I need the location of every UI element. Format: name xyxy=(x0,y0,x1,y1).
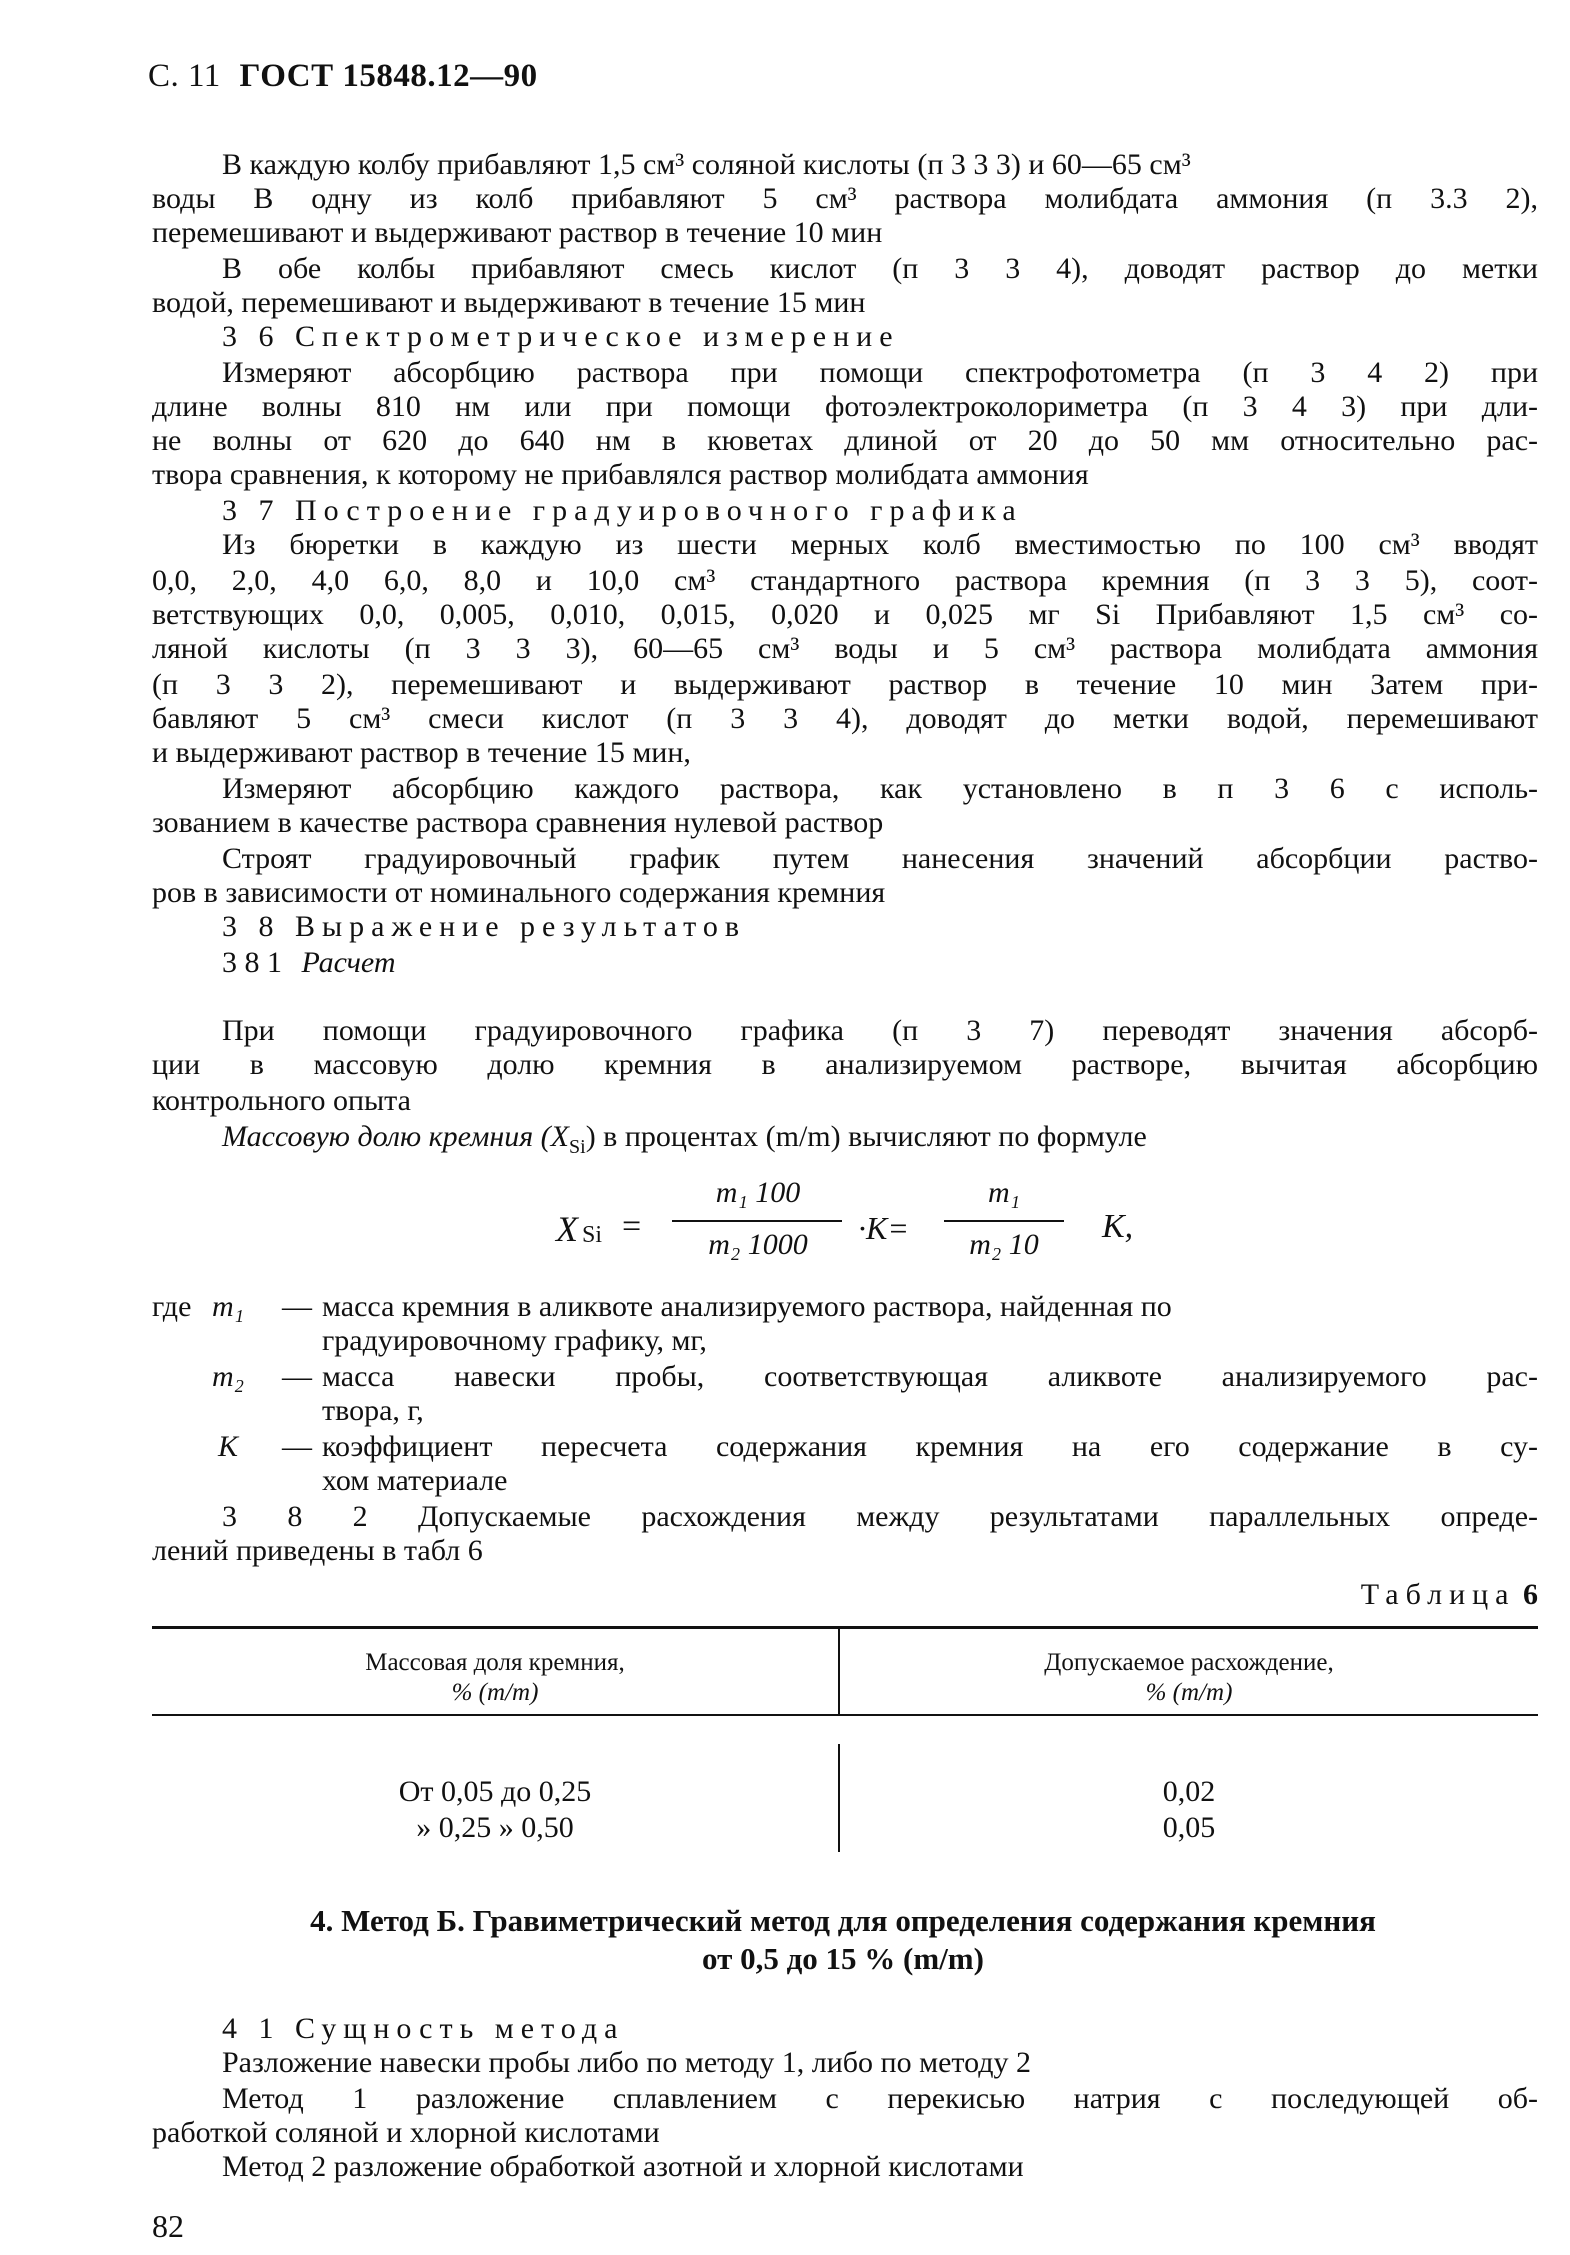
page-label: С. 11 xyxy=(148,58,221,94)
table-cell-range: От 0,05 до 0,25 xyxy=(398,1775,592,1808)
section-title-line1: 4. Метод Б. Гравиметрический метод для определения содержания кремния xyxy=(310,1903,1376,1938)
fraction-2-numerator: m₁ xyxy=(987,1176,1021,1209)
fraction-1-numerator: m₁ 100 xyxy=(715,1176,801,1209)
section-title xyxy=(148,1902,1538,1978)
var-x: Массовую долю кремния (X xyxy=(222,1120,569,1153)
where-dash: — xyxy=(282,1360,312,1393)
text-line: водой, перемешивают и выдерживают в течение 15 мин xyxy=(152,286,866,319)
table-col1-header-line1: Массовая доля кремния, xyxy=(365,1649,625,1676)
text-line: и выдерживают раствор в течение 15 мин, xyxy=(152,736,691,769)
formula-eq: = xyxy=(622,1208,642,1245)
where-text: масса кремния в аликвоте анализируемого раствора, найденная по xyxy=(322,1290,1172,1323)
text-line: перемешивают и выдерживают раствор в течение 10 мин xyxy=(152,216,883,249)
where-symbol: m₁ xyxy=(212,1290,245,1323)
standard-number: ГОСТ 15848.12—90 xyxy=(239,58,538,94)
where-text: хом материале xyxy=(322,1464,508,1497)
subsection-heading: 4 1 Сущность метода xyxy=(222,2012,625,2045)
text-line: Измеряют абсорбцию каждого раствора, как установлено в п 3 6 с исполь- xyxy=(222,772,1538,805)
text-line: бавляют 5 см³ смеси кислот (п 3 3 4), доводят до метки водой, перемешивают xyxy=(152,702,1538,735)
fraction-2-bar xyxy=(944,1220,1064,1222)
table-col2-header-line2: % (m/m) xyxy=(1145,1679,1233,1706)
text-line: воды В одну из колб прибавляют 5 см³ раствора молибдата аммония (п 3.3 2), xyxy=(152,182,1538,215)
text-line: ляной кислоты (п 3 3 3), 60—65 см³ воды и 5 см³ раствора молибдата аммония xyxy=(152,632,1538,665)
table-row xyxy=(152,1774,838,1810)
text-line: Измеряют абсорбцию раствора при помощи спектрофотометра (п 3 4 2) при xyxy=(222,356,1538,389)
subsection-heading: 3 6 Спектрометрическое измерение xyxy=(222,320,900,353)
page-header xyxy=(148,58,538,95)
subsection-number-text: 3 8 1 xyxy=(222,946,282,979)
table-row xyxy=(840,1810,1538,1846)
text-line: ветствующих 0,0, 0,005, 0,010, 0,015, 0,020 и 0,025 мг Si Прибавляют 1,5 см³ со- xyxy=(152,598,1538,631)
text-line: ции в массовую долю кремния в анализируемом растворе, вычитая абсорбцию xyxy=(152,1048,1538,1081)
text-line: Разложение навески пробы либо по методу 1, либо по методу 2 xyxy=(222,2046,1032,2079)
text-line: 0,0, 2,0, 4,0 6,0, 8,0 и 10,0 см³ стандартного раствора кремния (п 3 3 5), соот- xyxy=(152,564,1538,597)
var-x-sub: Si xyxy=(569,1136,586,1158)
table-col2-header-line1: Допускаемое расхождение, xyxy=(1044,1649,1334,1676)
table-cell-range: » 0,25 » 0,50 xyxy=(416,1811,574,1844)
text-line: В обе колбы прибавляют смесь кислот (п 3 3 4), доводят раствор до метки xyxy=(222,252,1538,285)
table-row xyxy=(840,1774,1538,1810)
formula-tail: K, xyxy=(1102,1208,1134,1245)
text-line: Метод 1 разложение сплавлением с перекисью натрия с последующей об- xyxy=(222,2082,1538,2115)
text-line: твора сравнения, к которому не прибавлялся раствор молибдата аммония xyxy=(152,458,1089,491)
table-col1-header-line2: % (m/m) xyxy=(451,1679,539,1706)
formula-intro: ) в процентах (m/m) вычисляют по формуле xyxy=(585,1120,1147,1153)
text-line: работкой соляной и хлорной кислотами xyxy=(152,2116,660,2149)
table-caption-word: Таблица xyxy=(1360,1578,1516,1611)
text-line: При помощи градуировочного графика (п 3 7) переводят значения абсорб- xyxy=(222,1014,1538,1047)
table-row xyxy=(152,1810,838,1846)
text-line: длине волны 810 нм или при помощи фотоэлектроколориметра (п 3 4 3) при дли- xyxy=(152,390,1538,423)
where-dash: — xyxy=(282,1430,312,1463)
where-symbol: K xyxy=(218,1430,239,1463)
fraction-1-denominator: m₂ 1000 xyxy=(708,1228,808,1261)
table-col2-header xyxy=(840,1648,1538,1708)
text-line: Метод 2 разложение обработкой азотной и хлорной кислотами xyxy=(222,2150,1024,2183)
fraction-2-denominator: m₂ 10 xyxy=(969,1228,1039,1261)
where-text: масса навески пробы, соответствующая аликвоте анализируемого рас- xyxy=(322,1360,1538,1393)
text-line xyxy=(222,1120,1538,1164)
text-line: В каждую колбу прибавляют 1,5 см³ соляной кислоты (п 3 3 3) и 60—65 см³ xyxy=(222,148,1191,181)
formula-mid: ·K= xyxy=(858,1210,909,1246)
subsection-number xyxy=(222,946,396,980)
table-top-rule xyxy=(152,1626,1538,1629)
formula-lhs: X xyxy=(556,1209,578,1249)
subsection-title: Расчет xyxy=(301,946,396,979)
where-text: градуировочному графику, мг, xyxy=(322,1324,707,1357)
text-line: зованием в качестве раствора сравнения нулевой раствор xyxy=(152,806,884,839)
text-line: контрольного опыта xyxy=(152,1084,411,1117)
where-symbol: m₂ xyxy=(212,1360,245,1393)
text-line: 3 8 2 Допускаемые расхождения между результатами параллельных опреде- xyxy=(222,1500,1538,1533)
where-prefix: где xyxy=(152,1290,192,1323)
where-dash: — xyxy=(282,1290,312,1323)
text-line: (п 3 3 2), перемешивают и выдерживают раствор в течение 10 мин Затем при- xyxy=(152,668,1538,701)
fraction-1-bar xyxy=(672,1220,842,1222)
table-caption-number: 6 xyxy=(1523,1578,1538,1611)
subsection-heading: 3 7 Построение градуировочного графика xyxy=(222,494,1023,527)
text-line: Из бюретки в каждую из шести мерных колб вместимостью по 100 см³ вводят xyxy=(222,528,1538,561)
table-cell-value: 0,05 xyxy=(1162,1811,1216,1844)
table-header-rule xyxy=(152,1714,1538,1716)
page-number: 82 xyxy=(152,2208,184,2244)
text-line: Строят градуировочный график путем нанесения значений абсорбции раство- xyxy=(222,842,1538,875)
where-text: коэффициент пересчета содержания кремния на его содержание в су- xyxy=(322,1430,1538,1463)
where-text: твора, г, xyxy=(322,1394,424,1427)
table-cell-value: 0,02 xyxy=(1162,1775,1216,1808)
subsection-heading: 3 8 Выражение результатов xyxy=(222,910,747,943)
text-line: ров в зависимости от номинального содержания кремния xyxy=(152,876,886,909)
table-caption xyxy=(1290,1578,1538,1612)
formula-lhs-sub: Si xyxy=(582,1222,603,1248)
table-col1-header xyxy=(152,1648,838,1708)
text-line: лений приведены в табл 6 xyxy=(152,1534,483,1567)
section-title-line2: от 0,5 до 15 % (m/m) xyxy=(702,1941,984,1976)
text-line: не волны от 620 до 640 нм в кюветах длиной от 20 до 50 мм относительно рас- xyxy=(152,424,1538,457)
